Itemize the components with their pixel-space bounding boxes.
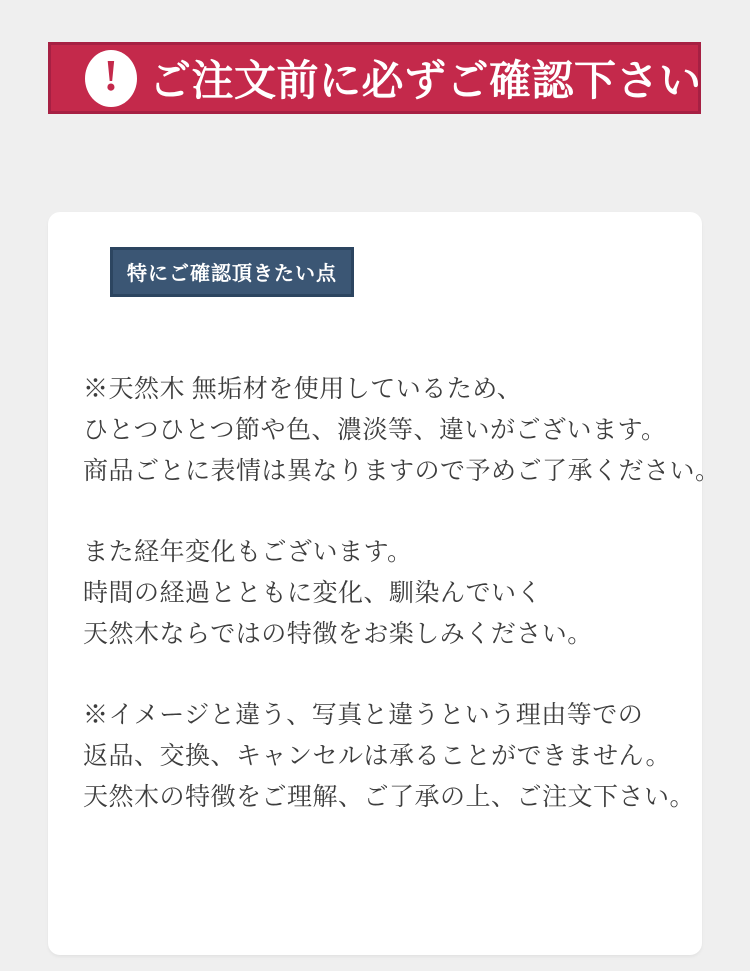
text-line: 返品、交換、キャンセルは承ることができません。: [83, 743, 672, 770]
notice-text: [83, 369, 721, 818]
paragraph-aging-change: [83, 532, 702, 655]
banner-title: ご注文前に必ずご確認下さい: [149, 59, 702, 105]
text-line: ひとつひとつ節や色、濃淡等、違いがございます。: [83, 417, 667, 444]
exclamation-icon: [85, 50, 137, 107]
text-line: ※イメージと違う、写真と違うという理由等での: [83, 702, 644, 729]
text-line: また経年変化もございます。: [83, 539, 413, 566]
exclamation-glyph: !: [103, 51, 119, 100]
paragraph-wood-variation: [83, 369, 721, 492]
text-line: 天然木ならではの特徴をお楽しみください。: [83, 621, 593, 648]
text-line: 商品ごとに表情は異なりますので予めご了承ください。: [83, 458, 721, 485]
paragraph-no-returns: [83, 695, 702, 818]
notice-banner: [48, 42, 701, 114]
section-label: 特にご確認頂きたい点: [110, 247, 354, 297]
text-line: 時間の経過とともに変化、馴染んでいく: [83, 580, 543, 607]
notice-card: [48, 212, 721, 955]
text-line: ※天然木 無垢材を使用しているため、: [83, 376, 523, 403]
text-line: 天然木の特徴をご理解、ご了承の上、ご注文下さい。: [83, 784, 696, 811]
